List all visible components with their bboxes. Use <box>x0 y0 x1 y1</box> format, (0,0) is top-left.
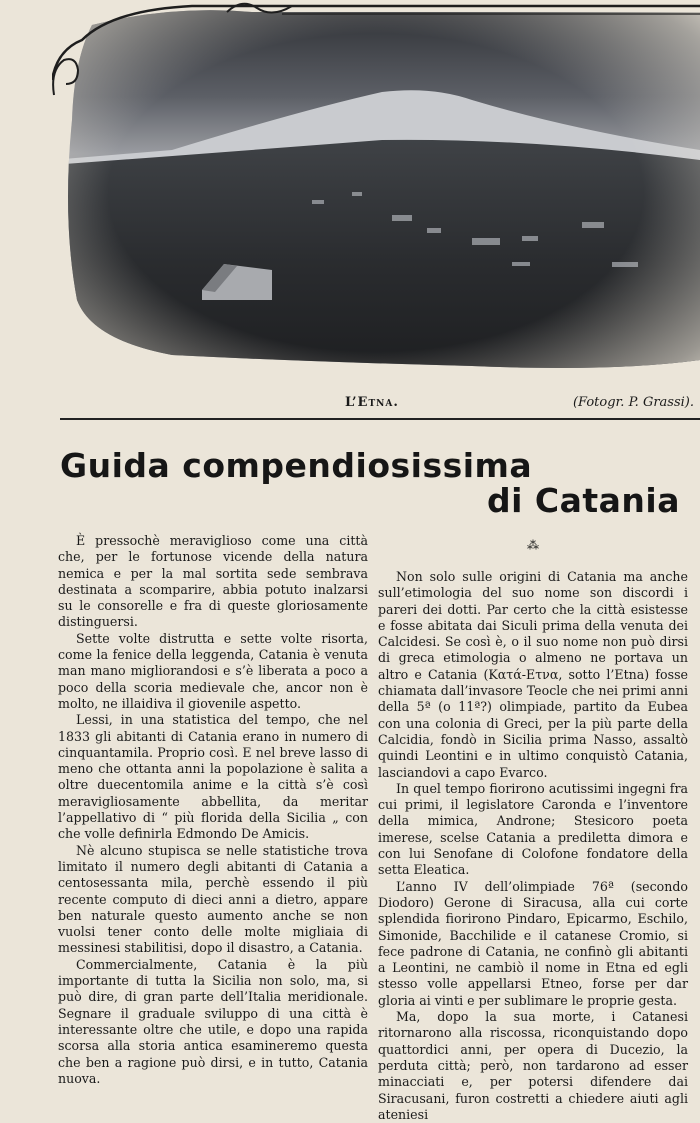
article-title-line1: Guida compendiosissima <box>60 446 533 485</box>
paragraph: Sette volte distrutta e sette volte risorta, come la fenice della leggenda, Catania è venuta man mano migliorandosi e s’è liberata a poco a poco della scoria medievale che, ancor non è molto, ne illaidiva il giovenile aspetto. <box>58 630 368 711</box>
etna-landscape-image <box>52 0 700 385</box>
caption-title: L’Etna. <box>345 395 399 410</box>
paragraph: L’anno IV dell’olimpiade 76ª (secondo Diodoro) Gerone di Siracusa, alla cui corte splendida fiorirono Pindaro, Epicarmo, Eschilo, Simonide, Bacchilide e il catanese Cromio, si fece padrone di Catania, ne confinò gli abitanti a Leontini, ne cambiò il nome in Etna ed egli stesso volle appellarsi Etneo, forse per dar gloria ai vinti e per sublimare le proprie gesta. <box>378 878 688 1008</box>
paragraph: Lessi, in una statistica del tempo, che nel 1833 gli abitanti di Catania erano in numero di cinquantamila. Proprio così. E nel breve lasso di meno che ottanta anni la popolazione è salita a oltre duecentomila anime e la città s’è così meravigliosamente abbellita, da meritar l’appellativo di “ più florida della Sicilia „ con che volle definirla Edmondo De Amicis. <box>58 712 368 842</box>
paragraph: È pressochè meraviglioso come una città che, per le fortunose vicende della natura nemica e per la mal sortita sede sembrava destinata a scomparire, abbia potuto inalzarsi su le consorelle e fra di queste gloriosamente distinguersi. <box>58 533 368 630</box>
divider-rule <box>60 418 700 420</box>
right-column <box>378 533 688 1123</box>
photo-credit: (Fotogr. P. Grassi). <box>572 395 694 410</box>
left-column <box>58 533 368 1087</box>
paragraph: Non solo sulle origini di Catania ma anche sull’etimologia del suo nome son discordi i pareri dei dotti. Par certo che la città esistesse e fosse abitata dai Siculi prima della venuta dei Calcidesi. Se così è, o il suo nome non può dirsi di greca etimologia o almeno ne portava un altro e Catania (Κατά-Ετνα, sotto l’Etna) fosse chiamata dall’invasore Teocle che nei primi anni della 5ª (o 11ª?) olimpiade, partito da Eubea con una colonia di Greci, per la più parte della Calcidia, fondò in Sicilia prima Nasso, assaltò quindi Leontini e in ultimo conquistò Catania, lasciandovi a capo Evarco. <box>378 569 688 780</box>
paragraph: Commercialmente, Catania è la più importante di tutta la Sicilia non solo, ma, si può dire, di gran parte dell’Italia meridionale. Segnare il graduale sviluppo di una città è interessante oltre che utile, e dopo una rapida scorsa alla storia antica esamineremo questa che ben a ragione può dirsi, e in tutto, Catania nuova. <box>58 956 368 1086</box>
paragraph: Ma, dopo la sua morte, i Catanesi ritornarono alla riscossa, riconquistando dopo quattordici anni, per opera di Ducezio, la perduta città; però, non tardarono ad esser minacciati e, per potersi difendere dai Siracusani, furon costretti a chiedere aiuti agli ateniesi <box>378 1009 688 1122</box>
etna-photograph <box>52 0 700 385</box>
article-title-line2: di Catania <box>486 481 680 520</box>
paragraph: In quel tempo fiorirono acutissimi ingegni fra cui primi, il legislatore Caronda e l’inventore della mimica, Androne; Stesicoro poeta imerese, scelse Catania a prediletta dimora e con lui Senofane di Colofone fondatore della setta Eleatica. <box>378 780 688 878</box>
paragraph: Nè alcuno stupisca se nelle statistiche trova limitato il numero degli abitanti di Catania a centosessanta mila, perchè essendo il più recente computo di dieci anni a dietro, appare ben naturale questo aumento anche se non vuolsi tener conto delle molte migliaia di messinesi stabilitisi, dopo il disastro, a Catania. <box>58 842 368 956</box>
section-asterism: ⁂ <box>527 538 539 552</box>
photo-caption <box>60 395 700 415</box>
